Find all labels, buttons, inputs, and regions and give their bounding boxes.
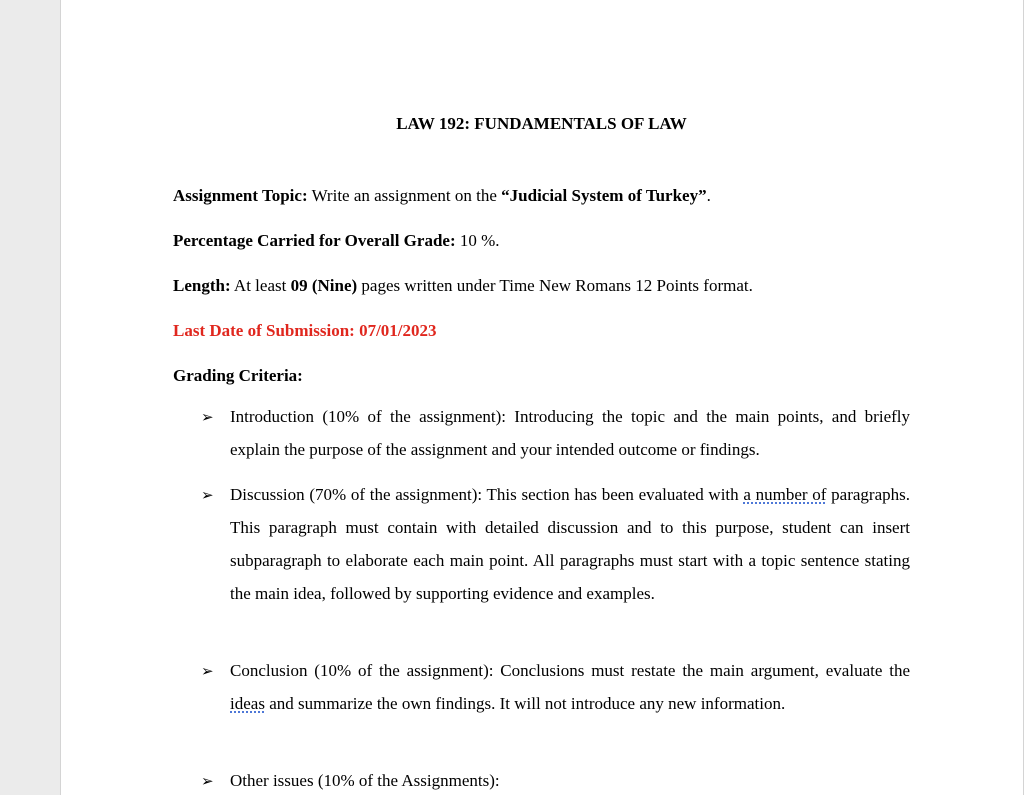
topic-label: Assignment Topic: (173, 186, 308, 205)
percentage-label: Percentage Carried for Overall Grade: (173, 231, 456, 250)
length-text-after: pages written under Time New Romans 12 Points format. (357, 276, 753, 295)
criteria-text: Other issues (10% of the Assignments): (230, 771, 500, 790)
topic-text-before: Write an assignment on the (307, 186, 502, 205)
conclusion-text-before: Conclusion (10% of the assignment): Conclusions must restate the main argument, evaluate the (230, 661, 910, 680)
length-text-before: At least (230, 276, 291, 295)
arrow-bullet-icon: ➢ (201, 774, 214, 790)
submission-deadline: Last Date of Submission: 07/01/2023 (173, 321, 437, 340)
arrow-bullet-icon: ➢ (201, 488, 214, 504)
percentage-line (173, 231, 500, 251)
percentage-value: 10 %. (455, 231, 500, 250)
length-label: Length: (173, 276, 231, 295)
grading-heading-text: Grading Criteria: (173, 366, 303, 385)
assignment-topic (173, 186, 711, 206)
length-line (173, 276, 753, 296)
grammar-flagged-text[interactable]: a number of (743, 485, 827, 504)
length-emphasis: 09 (Nine) (290, 276, 358, 295)
document-title: LAW 192: FUNDAMENTALS OF LAW (396, 114, 687, 133)
grammar-flagged-text[interactable]: ideas (230, 694, 265, 713)
grading-heading (173, 366, 303, 386)
topic-text-after: . (706, 186, 711, 205)
topic-emphasis: “Judicial System of Turkey” (501, 186, 707, 205)
discussion-text-after: paragraphs. This paragraph must contain with detailed discussion and to this purpose, student can insert subparagraph to elaborate each main point. All paragraphs must start with a topic sentence stating the main idea, followed by supporting evidence and examples. (230, 485, 910, 603)
criteria-text: Introduction (10% of the assignment): Introducing the topic and the main points, and briefly explain the purpose of the assignment and your intended outcome or findings. (230, 407, 910, 459)
criteria-text (230, 654, 910, 720)
discussion-text-before: Discussion (70% of the assignment): This section has been evaluated with (230, 485, 744, 504)
arrow-bullet-icon: ➢ (201, 664, 214, 680)
document-page (60, 0, 1024, 795)
conclusion-text-after: and summarize the own findings. It will not introduce any new information. (264, 694, 786, 713)
criteria-text (230, 478, 910, 610)
arrow-bullet-icon: ➢ (201, 410, 214, 426)
